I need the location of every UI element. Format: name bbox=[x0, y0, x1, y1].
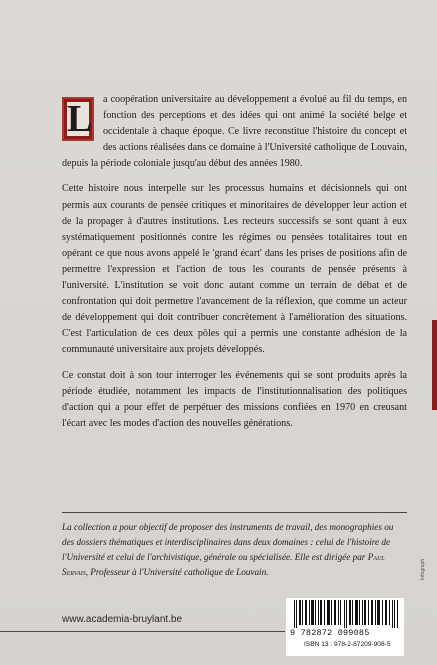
drop-cap bbox=[62, 97, 94, 141]
blurb-text bbox=[62, 92, 407, 441]
barcode-digits: 9 782872 099085 bbox=[290, 628, 370, 638]
barcode bbox=[286, 598, 404, 656]
collection-text-end: , Professeur à l'Université catholique de Louvain. bbox=[85, 567, 269, 577]
footer-rule bbox=[0, 631, 285, 632]
separator-rule bbox=[62, 512, 407, 513]
director-name: Paul Servais bbox=[62, 552, 385, 577]
designer-credit: Infograph bbox=[420, 558, 426, 580]
paragraph-1 bbox=[62, 92, 407, 172]
publisher-website: www.academia-bruylant.be bbox=[62, 614, 183, 625]
barcode-icon bbox=[294, 600, 398, 628]
collection-text: La collection a pour objectif de proposer des instruments de travail, des monographies ou des dossiers thématiques et interdisciplinaires dans deux domaines : celui de l'histoire de l'Université et celui de l'archivistique, générale ou spécialisée. Elle est dirigée par bbox=[62, 522, 394, 562]
paragraph-2: Cette histoire nous interpelle sur les processus humains et décisionnels qui ont permis aux courants de pensée critiques et minoritaires de développer leur action et de la propager à d'autres institutions. Les recteurs successifs se sont quant à eux systématiquement positionnés contre les régimes ou pensées totalitaires tout en opérant ce que nous avons appelé le 'grand écart' dans les prises de positions afin de permettre l'expression et l'action de tous les courants de pensée présents à l'université. L'institution se voit donc autant comme un terrain de débat et de confrontation qui doit permettre l'avancement de la réflexion, que comme un acteur de développement qui doit contribuer concrètement à l'amélioration des situations. C'est l'articulation de ces deux pôles qui a permis une constante adhésion de la communauté universitaire aux projets développés. bbox=[62, 183, 407, 356]
collection-note bbox=[62, 520, 407, 580]
isbn-label: ISBN 13 : 978-2-87209-908-5 bbox=[304, 641, 391, 648]
paragraph-1-text: a coopération universitaire au développement a évolué au fil du temps, en fonction des perceptions et des idées qui ont animé la société belge et occidentale à chaque époque. Ce livre reconstitue l'histoire du concept et des actions réalisées dans ce domaine à l'Université catholique de Louvain, depuis la période coloniale jusqu'au début des années 1980. bbox=[62, 94, 407, 170]
paragraph-3: Ce constat doit à son tour interroger les événements qui se sont produits après la période étudiée, notamment les impacts de l'institutionnalisation des politiques d'action qui a pour effet de perpétuer des missions confiées en 1970 en creusant l'écart avec les modes d'action des nouvelles générations. bbox=[62, 369, 407, 429]
drop-cap-letter: L bbox=[67, 98, 93, 140]
side-accent-bar bbox=[432, 320, 437, 410]
